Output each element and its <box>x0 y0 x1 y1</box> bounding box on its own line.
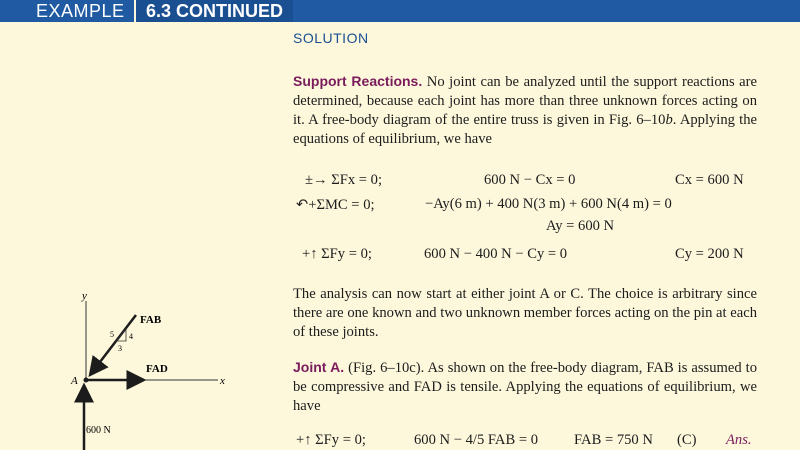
eq1-right: Cx = 600 N <box>675 172 744 188</box>
x-axis-label: x <box>220 375 225 387</box>
support-body-1: No joint can be analyzed until the support reactions are determined, because each joint has more than three unknown forces acting on it. A free-body diagram of the entire truss is given in Fig. 6–10 <box>293 74 757 128</box>
example-title: 6.3 CONTINUED <box>134 0 293 22</box>
analysis-paragraph: The analysis can now start at either joint A or C. The choice is arbitrary since there are one known and two unknown member forces acting on the pin at each of these joints. <box>293 286 757 340</box>
eq1-left: ±→ ΣFx = 0; <box>305 172 383 188</box>
solution-label: SOLUTION <box>293 30 369 46</box>
triangle-5: 5 <box>110 330 114 339</box>
triangle-4: 4 <box>129 332 133 341</box>
support-reactions-heading: Support Reactions. <box>293 73 423 89</box>
joint-a-label: A <box>71 375 78 387</box>
eq3-right: Cy = 200 N <box>675 246 744 262</box>
force-label: 600 N <box>86 425 111 436</box>
eq2-result: Ay = 600 N <box>546 218 615 234</box>
joint-a-heading: Joint A. <box>293 359 345 375</box>
final-eq-result: FAB = 750 N <box>574 432 653 448</box>
fab-label: FAB <box>140 314 162 326</box>
final-eq-tag: (C) <box>677 432 697 448</box>
support-body-fig: b <box>665 112 673 128</box>
example-label: EXAMPLE <box>0 0 133 22</box>
triangle-3: 3 <box>118 344 122 353</box>
eq2-left: ↶+ΣMC = 0; <box>296 197 375 213</box>
support-reactions-paragraph <box>293 72 757 149</box>
support-body-2: . Applying the equations of equilibrium, we have <box>293 112 757 147</box>
final-eq-left: +↑ ΣFy = 0; <box>296 432 366 448</box>
joint-a-point <box>84 378 89 383</box>
eq2-mid: −Ay(6 m) + 400 N(3 m) + 600 N(4 m) = 0 <box>425 196 672 212</box>
eq1-mid: 600 N − Cx = 0 <box>484 172 576 188</box>
final-eq-ans: Ans. <box>726 432 752 448</box>
eq3-mid: 600 N − 400 N − Cy = 0 <box>424 246 568 262</box>
fab-arrow <box>90 315 136 375</box>
final-eq-mid: 600 N − 4/5 FAB = 0 <box>414 432 539 448</box>
y-axis-label: y <box>82 290 87 302</box>
joint-a-body: (Fig. 6–10c). As shown on the free-body diagram, FAB is assumed to be compressive and FAD is tensile. Applying the equations of equilibrium, we have <box>293 360 757 414</box>
joint-a-paragraph <box>293 358 757 416</box>
slope-triangle <box>116 329 126 341</box>
fad-label: FAD <box>146 363 168 375</box>
eq3-left: +↑ ΣFy = 0; <box>302 246 372 262</box>
free-body-diagram <box>60 285 250 450</box>
